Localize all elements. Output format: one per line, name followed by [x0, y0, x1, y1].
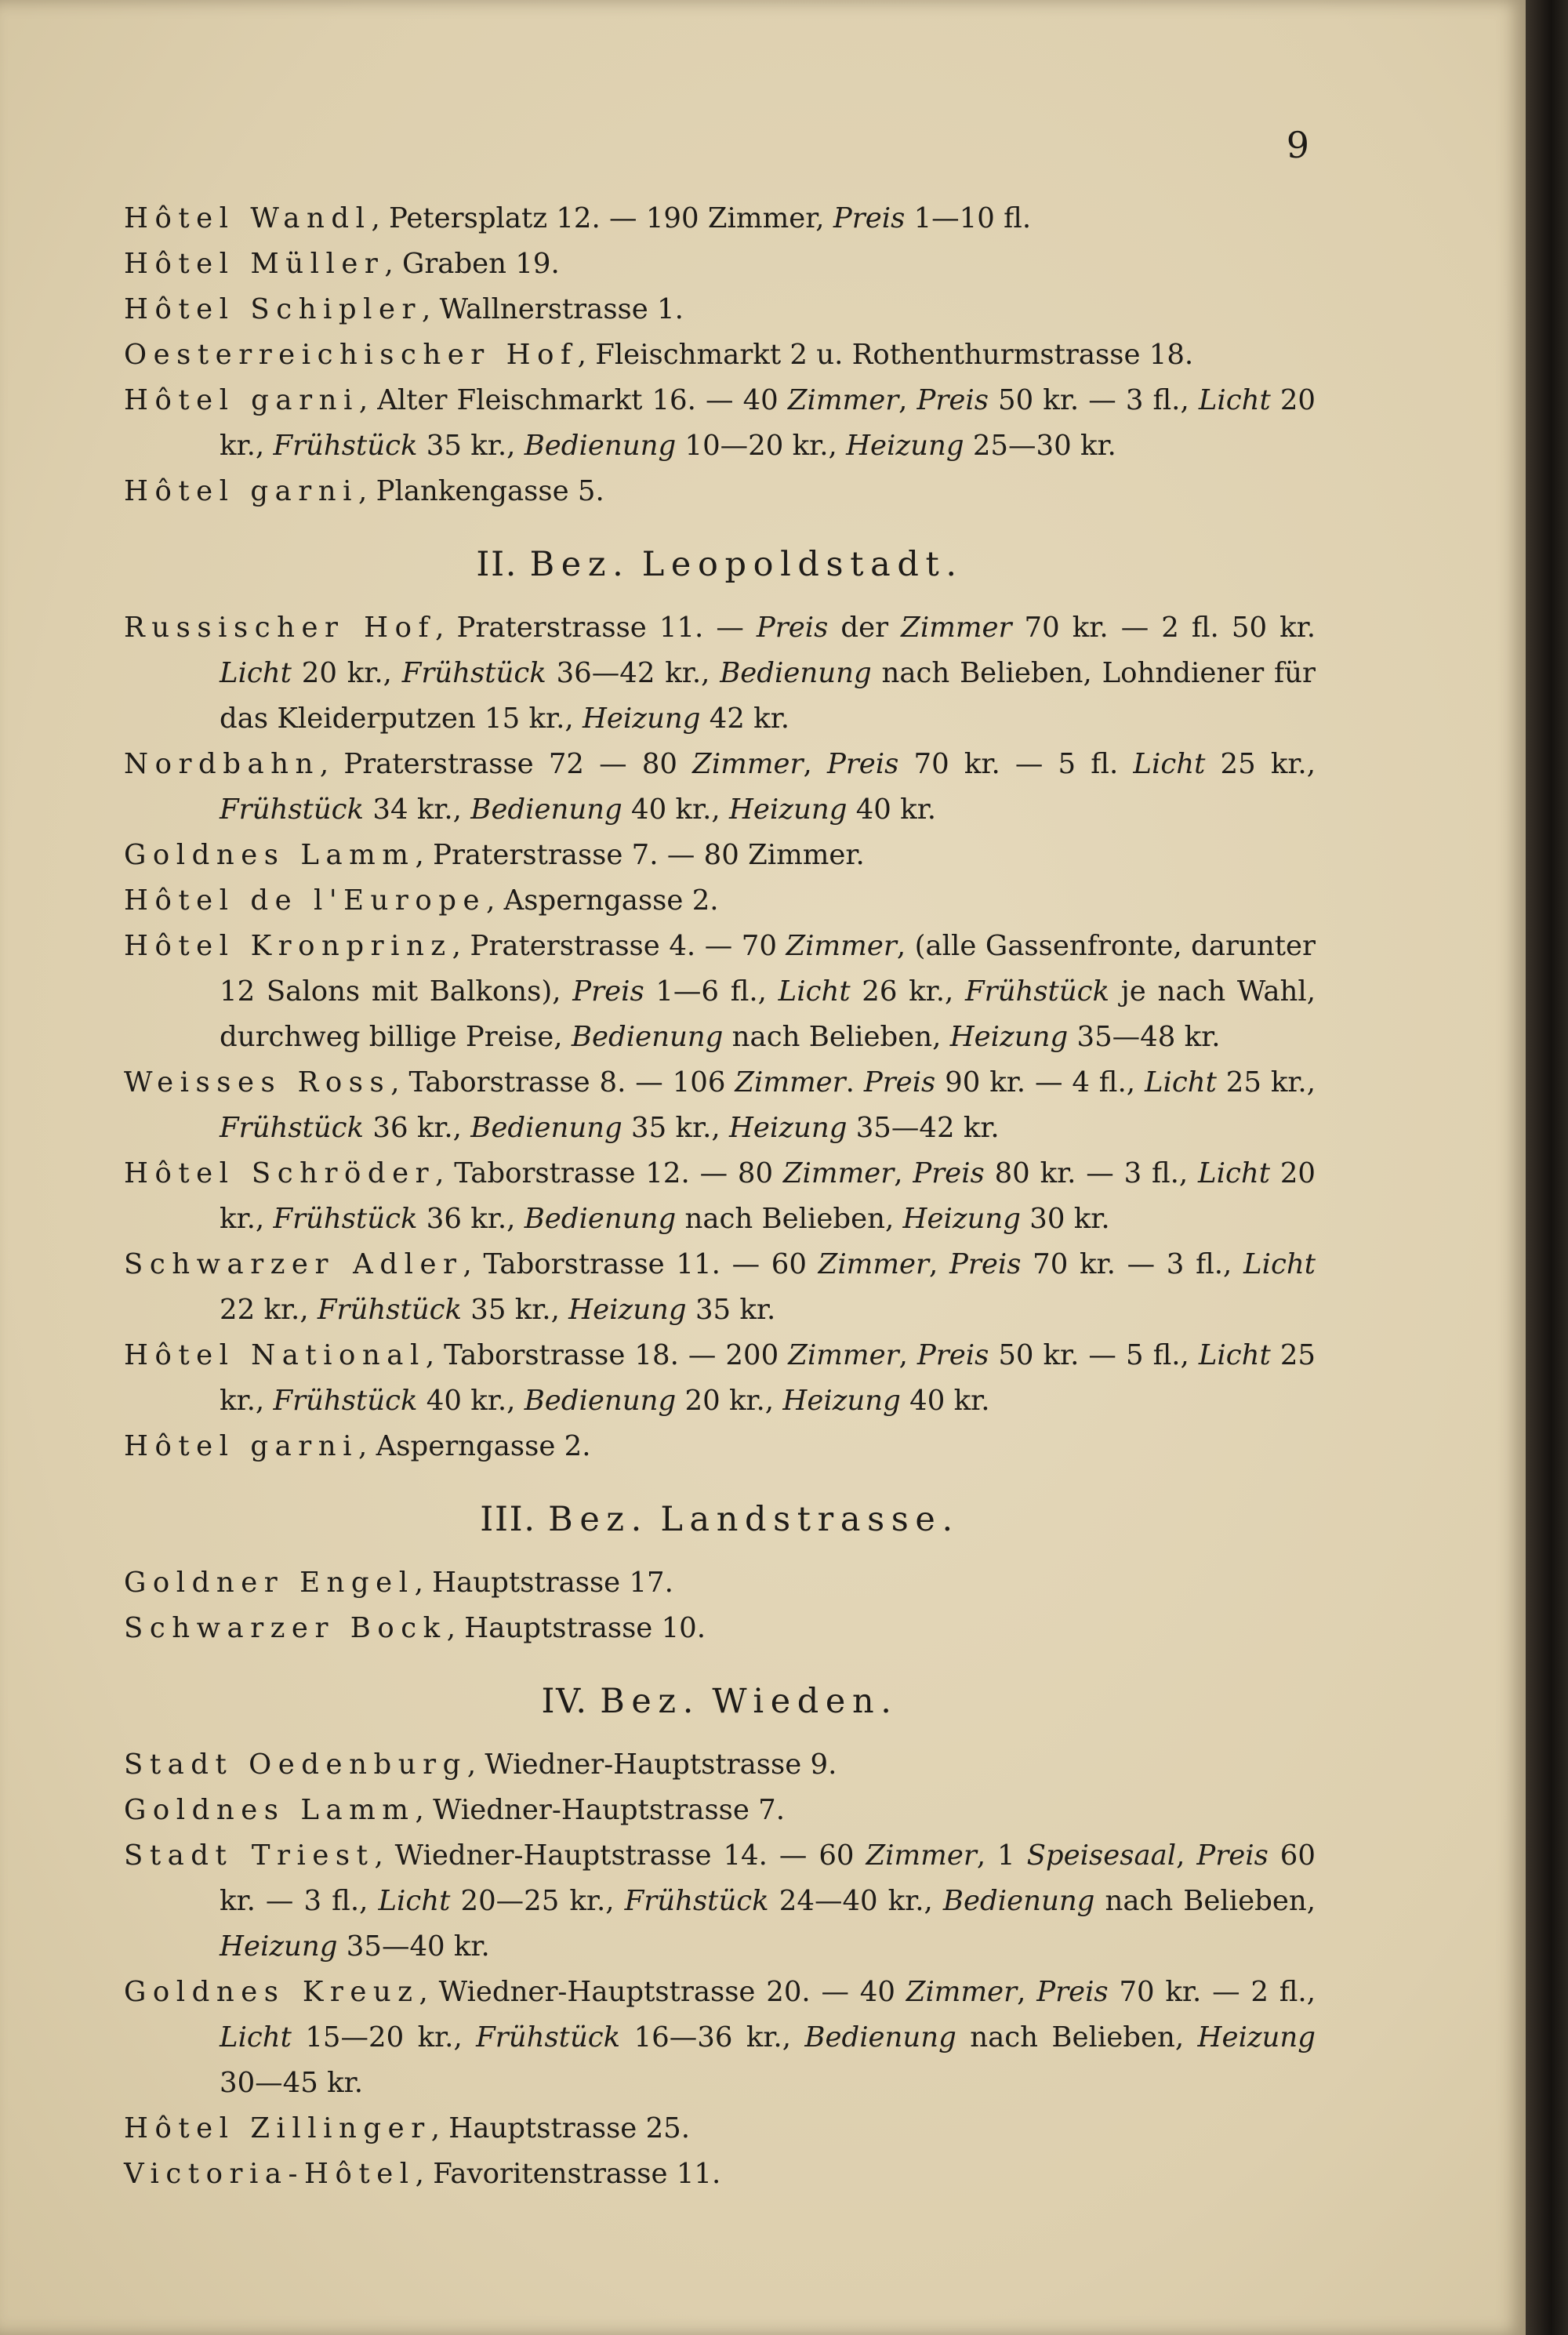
rate-label: Frühstück — [273, 1203, 418, 1235]
entry-text: , Taborstrasse 11. — 60 — [463, 1248, 818, 1280]
rate-label: Bedienung — [720, 657, 872, 689]
entry-text: , Asperngasse 2. — [486, 884, 719, 917]
rate-label: Licht — [778, 975, 851, 1008]
rate-label: Preis — [756, 612, 829, 644]
rate-label: Preis — [1036, 1976, 1109, 2008]
entry-text: 24—40 kr., — [768, 1885, 943, 1917]
rate-label: Heizung — [582, 703, 701, 735]
hotel-entry — [124, 924, 1316, 1060]
hotel-entry — [124, 1560, 1316, 1606]
entry-text: 30 kr. — [1021, 1203, 1110, 1235]
hotel-entry — [124, 1151, 1316, 1242]
entry-text: , — [1176, 1839, 1197, 1872]
district-heading-roman: III. — [480, 1500, 536, 1539]
entry-text: , — [898, 1339, 917, 1371]
entry-text: 20 kr., — [291, 657, 402, 689]
rate-label: Licht — [1198, 1339, 1271, 1371]
rate-label: Frühstück — [220, 1112, 365, 1144]
hotel-name: Hôtel de l'Europe — [124, 884, 487, 917]
rate-label: Licht — [1198, 384, 1271, 416]
hotel-name: Hôtel garni — [124, 1430, 359, 1462]
entry-text: , Hauptstrasse 25. — [430, 2112, 691, 2144]
rate-label: Heizung — [728, 1112, 848, 1144]
rate-label: Heizung — [568, 1294, 687, 1326]
rate-label: Zimmer — [787, 384, 899, 416]
entry-text: 35—40 kr. — [337, 1930, 490, 1963]
entry-text: , — [803, 748, 827, 780]
rate-label: Speisesaal — [1026, 1839, 1177, 1872]
entry-text: , 1 — [976, 1839, 1027, 1872]
entry-text: , Wiedner-Hauptstrasse 14. — 60 — [374, 1839, 866, 1872]
entry-text: 35 kr., — [417, 430, 524, 462]
rate-label: Licht — [1133, 748, 1206, 780]
hotel-name: Goldner Engel — [124, 1567, 415, 1599]
entry-text: , Wallnerstrasse 1. — [422, 293, 684, 325]
hotel-entry — [124, 833, 1316, 878]
entry-text: 80 kr. — 3 fl., — [984, 1157, 1199, 1189]
hotel-entry — [124, 605, 1316, 742]
entry-text: 20 kr., — [220, 384, 1316, 462]
entry-text: , Praterstrasse 72 — 80 — [319, 748, 693, 780]
hotel-entry — [124, 1970, 1316, 2106]
entry-text: 20—25 kr., — [450, 1885, 625, 1917]
entry-text: nach Belieben, — [676, 1203, 903, 1235]
district-heading-name: Wieden. — [712, 1682, 898, 1721]
entry-text: 40 kr. — [900, 1385, 990, 1417]
entry-text: . — [845, 1066, 864, 1099]
hotel-name: Victoria-Hôtel — [124, 2158, 416, 2190]
hotel-name: Hôtel Müller — [124, 248, 385, 280]
hotel-name: Hôtel National — [124, 1339, 426, 1371]
rate-label: Preis — [863, 1066, 936, 1099]
rate-label: Frühstück — [476, 2021, 621, 2054]
hotel-entry — [124, 378, 1316, 469]
rate-label: Bedienung — [524, 430, 677, 462]
entry-text: 70 kr. — 3 fl., — [1021, 1248, 1244, 1280]
rate-label: Frühstück — [964, 975, 1110, 1008]
hotel-name: Hôtel Zillinger — [124, 2112, 431, 2144]
rate-label: Bedienung — [942, 1885, 1095, 1917]
entry-text: 35 kr., — [461, 1294, 569, 1326]
district-heading-bez: Bez. — [548, 1500, 648, 1539]
rate-label: Heizung — [782, 1385, 901, 1417]
entry-text: 25 kr., — [1205, 748, 1316, 780]
rate-label: Preis — [913, 1157, 985, 1189]
entry-text: 1—10 fl. — [905, 202, 1032, 234]
hotel-entry — [124, 1606, 1316, 1651]
entry-text: nach Belieben, — [956, 2021, 1198, 2054]
hotel-name: Hôtel Schipler — [124, 293, 423, 325]
rate-label: Bedienung — [524, 1385, 677, 1417]
hotel-entry — [124, 469, 1316, 514]
rate-label: Licht — [1243, 1248, 1316, 1280]
entry-text: , Wiedner-Hauptstrasse 20. — 40 — [419, 1976, 906, 2008]
hotel-name: Oesterreichischer Hof — [124, 339, 578, 371]
rate-label: Licht — [1198, 1157, 1270, 1189]
rate-label: Heizung — [902, 1203, 1022, 1235]
hotel-name: Hôtel Wandl — [124, 202, 372, 234]
rate-label: Licht — [220, 2021, 292, 2054]
hotel-entry — [124, 196, 1316, 241]
rate-label: Heizung — [1197, 2021, 1316, 2054]
rate-label: Zimmer — [818, 1248, 929, 1280]
entry-text: 50 kr. — 5 fl., — [989, 1339, 1199, 1371]
hotel-entry — [124, 1060, 1316, 1151]
entry-text: 70 kr. — 2 fl. 50 kr. — [1011, 612, 1316, 644]
entry-text: 50 kr. — 3 fl., — [988, 384, 1199, 416]
rate-label: Preis — [916, 1339, 989, 1371]
rate-label: Licht — [220, 657, 292, 689]
rate-label: Frühstück — [273, 430, 418, 462]
district-heading-roman: IV. — [541, 1682, 588, 1721]
entry-text: 36 kr., — [417, 1203, 524, 1235]
entry-text: , Wiedner-Hauptstrasse 7. — [415, 1794, 786, 1826]
hotel-entry — [124, 1242, 1316, 1333]
hotel-entry — [124, 1333, 1316, 1424]
entry-text: 36 kr., — [364, 1112, 471, 1144]
district-heading-name: Landstrasse. — [660, 1500, 960, 1539]
entry-text: 35—48 kr. — [1068, 1021, 1221, 1053]
hotel-name: Hôtel Kronprinz — [124, 930, 452, 962]
entry-text: , Petersplatz 12. — 190 Zimmer, — [371, 202, 833, 234]
entry-text: 60 kr. — 3 fl., — [220, 1839, 1316, 1917]
hotel-name: Hôtel garni — [124, 384, 359, 416]
rate-label: Zimmer — [866, 1839, 977, 1872]
entry-text: 35 kr., — [622, 1112, 729, 1144]
entry-text: 25 kr., — [220, 1339, 1316, 1417]
hotel-name: Hôtel garni — [124, 475, 359, 507]
entry-text: 90 kr. — 4 fl., — [935, 1066, 1145, 1099]
entry-text: 20 kr., — [676, 1385, 783, 1417]
entry-text: 30—45 kr. — [220, 2067, 363, 2099]
hotel-name: Schwarzer Bock — [124, 1612, 447, 1644]
rate-label: Heizung — [220, 1930, 338, 1963]
district-heading — [124, 1676, 1316, 1727]
entry-text: 70 kr. — 2 fl., — [1108, 1976, 1316, 2008]
hotel-entry — [124, 332, 1316, 378]
rate-label: Bedienung — [470, 1112, 622, 1144]
hotel-name: Schwarzer Adler — [124, 1248, 463, 1280]
rate-label: Frühstück — [220, 793, 365, 826]
district-heading — [124, 539, 1316, 590]
entry-text: , Graben 19. — [384, 248, 560, 280]
rate-label: Preis — [572, 975, 644, 1008]
entry-text: nach Belieben, — [723, 1021, 950, 1053]
hotel-name: Stadt Triest — [124, 1839, 375, 1872]
rate-label: Licht — [378, 1885, 451, 1917]
entry-text: je nach Wahl, durchweg billige Preise, — [220, 975, 1316, 1053]
entry-text: 15—20 kr., — [291, 2021, 477, 2054]
rate-label: Frühstück — [317, 1294, 462, 1326]
entry-text: 20 kr., — [220, 1157, 1316, 1235]
entry-text: , Taborstrasse 18. — 200 — [425, 1339, 789, 1371]
hotel-entry — [124, 287, 1316, 332]
book-spine-edge — [1526, 0, 1568, 2335]
rate-label: Zimmer — [906, 1976, 1018, 2008]
rate-label: Preis — [949, 1248, 1022, 1280]
hotel-entry — [124, 1833, 1316, 1970]
entry-text: , — [928, 1248, 949, 1280]
entry-text: , — [1017, 1976, 1037, 2008]
entry-text: 35—42 kr. — [847, 1112, 1000, 1144]
hotel-name: Goldnes Kreuz — [124, 1976, 419, 2008]
rate-label: Zimmer — [901, 612, 1012, 644]
entry-text: , — [894, 1157, 913, 1189]
hotel-entry — [124, 2152, 1316, 2197]
rate-label: Zimmer — [786, 930, 897, 962]
rate-label: Bedienung — [524, 1203, 677, 1235]
rate-label: Bedienung — [470, 793, 622, 826]
hotel-entry — [124, 1788, 1316, 1833]
entry-text: 40 kr., — [622, 793, 729, 826]
district-heading-bez: Bez. — [600, 1682, 700, 1721]
rate-label: Heizung — [728, 793, 848, 826]
entry-text: , Fleischmarkt 2 u. Rothenthurmstrasse 18. — [577, 339, 1194, 371]
entry-text: nach Belieben, Lohndiener für das Kleiderputzen 15 kr., — [220, 657, 1316, 735]
entry-text: , Taborstrasse 12. — 80 — [435, 1157, 783, 1189]
rate-label: Heizung — [846, 430, 964, 462]
entry-text: 26 kr., — [850, 975, 965, 1008]
page-number: 9 — [1286, 124, 1309, 166]
entry-text: 22 kr., — [220, 1294, 318, 1326]
district-heading-name: Leopoldstadt. — [641, 545, 964, 584]
rate-label: Bedienung — [804, 2021, 956, 2054]
rate-label: Bedienung — [571, 1021, 724, 1053]
hotel-entry — [124, 1424, 1316, 1469]
entry-text: 35 kr. — [686, 1294, 776, 1326]
entry-text: , Alter Fleischmarkt 16. — 40 — [358, 384, 788, 416]
entry-text: 36—42 kr., — [546, 657, 720, 689]
entry-text: , Hauptstrasse 10. — [446, 1612, 706, 1644]
rate-label: Frühstück — [624, 1885, 769, 1917]
entry-text: 42 kr. — [700, 703, 790, 735]
entry-text: , Taborstrasse 8. — 106 — [390, 1066, 735, 1099]
entry-text: , Plankengasse 5. — [358, 475, 604, 507]
rate-label: Preis — [916, 384, 989, 416]
entry-text: 1—6 fl., — [644, 975, 779, 1008]
rate-label: Zimmer — [788, 1339, 899, 1371]
entry-text: der — [828, 612, 902, 644]
rate-label: Licht — [1144, 1066, 1217, 1099]
hotel-name: Russischer Hof — [124, 612, 436, 644]
entry-text: , Praterstrasse 11. — — [435, 612, 757, 644]
hotel-entry — [124, 878, 1316, 924]
entry-text: 16—36 kr., — [620, 2021, 805, 2054]
entry-text: 25—30 kr. — [964, 430, 1116, 462]
entry-text: nach Belieben, — [1094, 1885, 1316, 1917]
rate-label: Preis — [826, 748, 899, 780]
entry-text: , (alle Gassenfronte, darunter 12 Salons mit Balkons), — [220, 930, 1316, 1008]
entry-text: , Hauptstrasse 17. — [414, 1567, 673, 1599]
entry-text: , — [898, 384, 917, 416]
rate-label: Zimmer — [782, 1157, 895, 1189]
entry-text: , Wiedner-Hauptstrasse 9. — [466, 1749, 837, 1781]
hotel-name: Goldnes Lamm — [124, 839, 416, 871]
hotel-entry — [124, 2106, 1316, 2152]
rate-label: Frühstück — [401, 657, 546, 689]
hotel-name: Weisses Ross — [124, 1066, 391, 1099]
hotel-entry — [124, 742, 1316, 833]
entry-text: , Asperngasse 2. — [358, 1430, 591, 1462]
rate-label: Frühstück — [273, 1385, 418, 1417]
district-heading-roman: II. — [476, 545, 518, 584]
entry-text: 34 kr., — [364, 793, 471, 826]
hotel-name: Goldnes Lamm — [124, 1794, 416, 1826]
rate-label: Preis — [1196, 1839, 1269, 1872]
hotel-name: Nordbahn — [124, 748, 320, 780]
rate-label: Zimmer — [735, 1066, 846, 1099]
district-heading — [124, 1494, 1316, 1545]
entry-text: , Favoritenstrasse 11. — [415, 2158, 721, 2190]
hotel-name: Stadt Oedenburg — [124, 1749, 467, 1781]
entry-text: 40 kr., — [417, 1385, 524, 1417]
entry-text: , Praterstrasse 4. — 70 — [452, 930, 786, 962]
entry-text: 40 kr. — [847, 793, 937, 826]
entry-text: 25 kr., — [1216, 1066, 1316, 1099]
hotel-listing — [124, 196, 1316, 2197]
hotel-name: Hôtel Schröder — [124, 1157, 436, 1189]
entry-text: 10—20 kr., — [676, 430, 847, 462]
hotel-entry — [124, 241, 1316, 287]
rate-label: Zimmer — [692, 748, 804, 780]
entry-text: 70 kr. — 5 fl. — [898, 748, 1134, 780]
district-heading-bez: Bez. — [529, 545, 630, 584]
hotel-entry — [124, 1742, 1316, 1788]
rate-label: Preis — [833, 202, 906, 234]
rate-label: Heizung — [949, 1021, 1069, 1053]
entry-text: , Praterstrasse 7. — 80 Zimmer. — [415, 839, 865, 871]
